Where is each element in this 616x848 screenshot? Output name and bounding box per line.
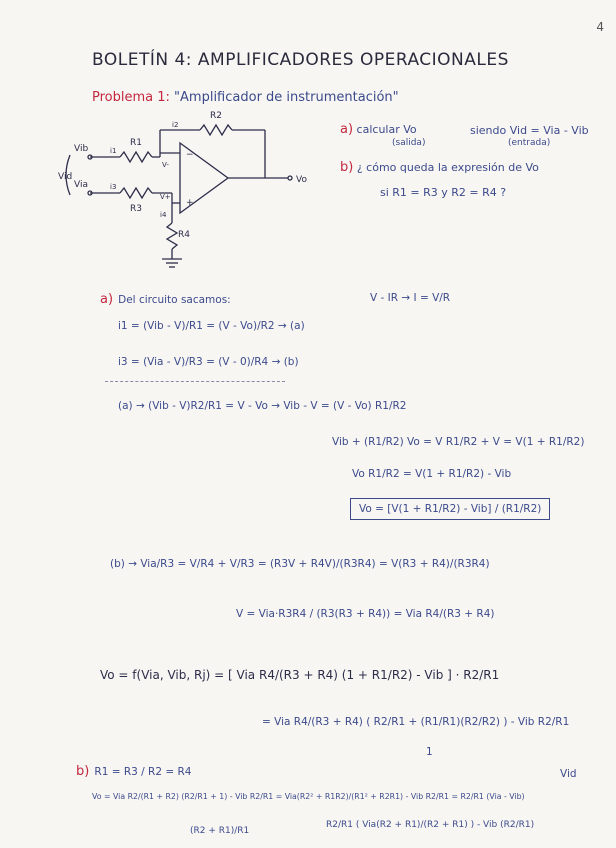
equation-derivation-3: Vo R1/R2 = V(1 + R1/R2) - Vib — [352, 468, 512, 480]
part-a-text: Del circuito sacamos: — [118, 294, 231, 306]
ohm-law: V - IR → I = V/R — [370, 292, 451, 304]
question-a-label: a) — [340, 122, 354, 137]
part-b-equation-2: R2/R1 ( Via(R2 + R1)/(R2 + R1) ) - Vib (R2/R1) — [326, 820, 535, 830]
i1-label: i1 — [110, 147, 117, 155]
via-label: Via — [74, 180, 88, 190]
r4-label: R4 — [178, 230, 190, 240]
question-a-sub: (salida) — [392, 138, 426, 148]
question-b-text: ¿ cómo queda la expresión de Vo — [356, 161, 539, 174]
problem-text: "Amplificador de instrumentación" — [174, 90, 399, 105]
vib-label: Vib — [74, 144, 89, 154]
equation-derivation-2: Vib + (R1/R2) Vo = V R1/R2 + V = V(1 + R1/R2) — [332, 436, 585, 448]
vid-label: Vid — [58, 172, 73, 182]
part-b-equation-1: Vo = Via R2/(R1 + R2) (R2/R1 + 1) - Vib R2/R1 = Via(R2² + R1R2)/(R1² + R2R1) - Vib R2/R1 = R2/R1 (Via - Vib) — [92, 792, 525, 801]
question-a — [340, 122, 417, 137]
resistor-r3 — [120, 188, 152, 198]
i2-label: i2 — [172, 121, 179, 129]
vo-label: Vo — [296, 175, 307, 185]
equation-derivation-1: (a) → (Vib - V)R2/R1 = V - Vo → Vib - V = (V - Vo) R1/R2 — [118, 400, 407, 412]
corner-mark: 4 — [596, 20, 604, 34]
vminus-label: V- — [162, 161, 169, 169]
question-b — [340, 160, 539, 175]
part-b-heading — [76, 760, 192, 779]
question-b-condition: si R1 = R3 y R2 = R4 ? — [380, 186, 507, 199]
vid-annotation: Vid — [560, 768, 577, 780]
problem-heading — [92, 90, 399, 105]
instrumentation-amplifier-circuit — [60, 105, 320, 275]
simplification-note: 1 — [426, 746, 433, 758]
r3-label: R3 — [130, 204, 142, 214]
part-b-denominator-note: (R2 + R1)/R1 — [190, 826, 250, 836]
boxed-vo-expression: Vo = [V(1 + R1/R2) - Vib] / (R1/R2) — [350, 498, 550, 520]
question-b-label: b) — [340, 160, 354, 175]
r1-label: R1 — [130, 138, 142, 148]
problem-label: Problema 1: — [92, 90, 170, 105]
part-a-label: a) — [100, 292, 114, 307]
question-a-text: calcular Vo — [356, 123, 417, 136]
equation-b: i3 = (Via - V)/R3 = (V - 0)/R4 → (b) — [118, 356, 299, 368]
question-a-condition: siendo Vid = Via - Vib — [470, 124, 589, 137]
vo-expanded-expression: = Via R4/(R3 + R4) ( R2/R1 + (R1/R1)(R2/R2) ) - Vib R2/R1 — [262, 716, 570, 728]
i4-label: i4 — [160, 211, 167, 219]
i3-label: i3 — [110, 183, 117, 191]
separator-line — [105, 381, 285, 382]
question-a-condition-sub: (entrada) — [508, 138, 551, 148]
part-b-label: b) — [76, 764, 90, 779]
part-b-text: R1 = R3 / R2 = R4 — [94, 766, 192, 778]
output-node — [288, 176, 292, 180]
resistor-r2 — [200, 125, 232, 135]
part-a-heading — [100, 288, 231, 307]
minus-terminal: − — [186, 150, 194, 160]
vo-general-expression: Vo = f(Via, Vib, Rj) = [ Via R4/(R3 + R4) (1 + R1/R2) - Vib ] · R2/R1 — [100, 668, 500, 682]
resistor-r1 — [120, 152, 152, 162]
equation-v-result: V = Via·R3R4 / (R3(R3 + R4)) = Via R4/(R3 + R4) — [236, 608, 495, 620]
r2-label: R2 — [210, 111, 222, 121]
vplus-label: V+ — [160, 193, 171, 201]
page-title: BOLETÍN 4: AMPLIFICADORES OPERACIONALES — [92, 50, 509, 70]
equation-a: i1 = (Vib - V)/R1 = (V - Vo)/R2 → (a) — [118, 320, 305, 332]
plus-terminal: + — [186, 198, 194, 208]
resistor-r4 — [167, 223, 177, 249]
equation-derivation-4: (b) → Via/R3 = V/R4 + V/R3 = (R3V + R4V)/(R3R4) = V(R3 + R4)/(R3R4) — [110, 558, 490, 570]
